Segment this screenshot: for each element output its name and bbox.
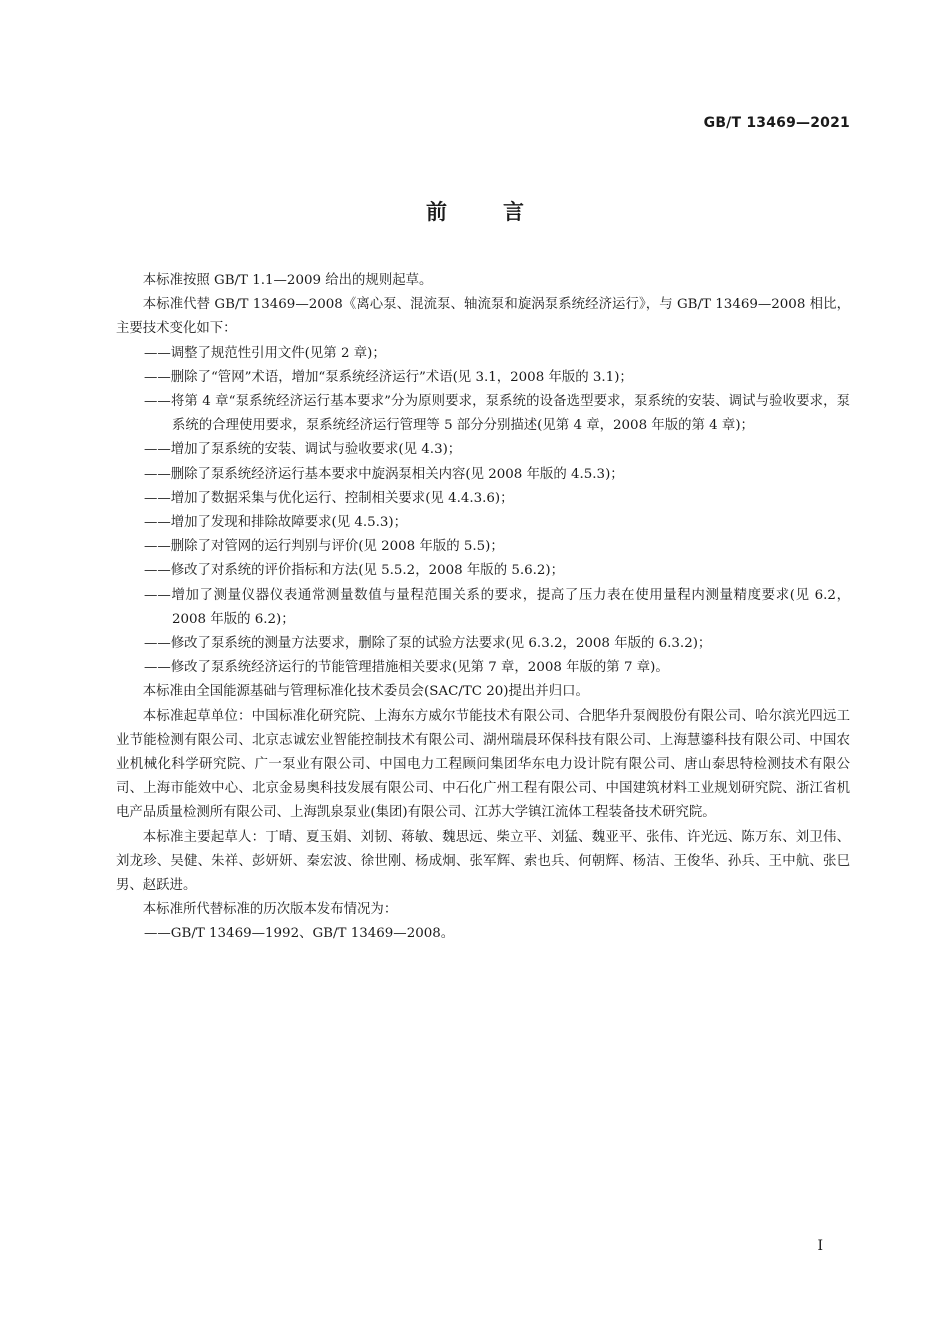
list-item: ——修改了泵系统的测量方法要求，删除了泵的试验方法要求(见 6.3.2，2008 年版的 6.3.2)； [144, 636, 712, 652]
list-item: ——删除了“管网”术语，增加“泵系统经济运行”术语(见 3.1，2008 年版的 3.1)； [144, 369, 633, 385]
list-item: ——增加了测量仪器仪表通常测量数值与量程范围关系的要求，提高了压力表在使用量程内测量精度要求(见 6.2，2008 年版的 6.2)； [144, 587, 850, 627]
paragraph-drafting-rules: 本标准按照 GB/T 1.1—2009 给出的规则起草。 [142, 273, 433, 288]
paragraph-replaces: 本标准代替 GB/T 13469—2008《离心泵、混流泵、轴流泵和旋涡泵系统经济运行》，与 GB/T 13469—2008 相比，主要技术变化如下： [116, 297, 850, 337]
list-item: ——删除了泵系统经济运行基本要求中旋涡泵相关内容(见 2008 年版的 4.5.3)； [144, 466, 624, 482]
standard-code: GB/T 13469—2021 [703, 115, 850, 131]
page-number: I [817, 1238, 823, 1254]
paragraph-drafting-units: 本标准起草单位：中国标准化研究院、上海东方威尔节能技术有限公司、合肥华升泵阀股份有限公司、哈尔滨光四远工业节能检测有限公司、北京志诚宏业智能控制技术有限公司、湖州瑞晨环保科技有限公司、上海慧鎏科技有限公司、中国农业机械化科学研究院、广一泵业有限公司、中国电力工程顾问集团华东电力设计院有限公司、唐山泰思特检测技术有限公司、上海市能效中心、北京金易奥科技发展有限公司、中石化广州工程有限公司、中国建筑材料工业规划研究院、浙江省机电产品质量检测所有限公司、上海凯泉泵业(集团)有限公司、江苏大学镇江流体工程装备技术研究院。 [116, 708, 850, 821]
list-item: ——删除了对管网的运行判别与评价(见 2008 年版的 5.5)； [144, 539, 504, 555]
document-body [116, 269, 850, 947]
paragraph-history: 本标准所代替标准的历次版本发布情况为： [142, 902, 398, 918]
list-item: ——增加了发现和排除故障要求(见 4.5.3)； [144, 515, 408, 531]
list-item: ——增加了泵系统的安装、调试与验收要求(见 4.3)； [144, 442, 462, 458]
paragraph-proposed-by: 本标准由全国能源基础与管理标准化技术委员会(SAC/TC 20)提出并归口。 [142, 684, 589, 700]
list-item: ——将第 4 章“泵系统经济运行基本要求”分为原则要求，泵系统的设备选型要求，泵系统的安装、调试与验收要求，泵系统的合理使用要求，泵系统经济运行管理等 5 部分分别描述(见第 4 章，2008 年版的第 4 章)； [144, 394, 850, 434]
list-item: ——调整了规范性引用文件(见第 2 章)； [144, 345, 386, 361]
list-item: ——增加了数据采集与优化运行、控制相关要求(见 4.4.3.6)； [144, 490, 514, 506]
list-item: ——修改了泵系统经济运行的节能管理措施相关要求(见第 7 章，2008 年版的第 7 章)。 [144, 660, 669, 676]
paragraph-drafters: 本标准主要起草人：丁晴、夏玉娟、刘韧、蒋敏、魏思远、柴立平、刘猛、魏亚平、张伟、许光远、陈万东、刘卫伟、刘龙珍、吴健、朱祥、彭妍妍、秦宏波、徐世刚、杨成炯、张军辉、索也兵、何朝辉、杨洁、王俊华、孙兵、王中航、张巳男、赵跃进。 [116, 829, 850, 894]
page-title: 前言 [426, 200, 580, 224]
list-item: ——修改了对系统的评价指标和方法(见 5.5.2，2008 年版的 5.6.2)； [144, 563, 565, 579]
history-item: ——GB/T 13469—1992、GB/T 13469—2008。 [144, 926, 455, 942]
